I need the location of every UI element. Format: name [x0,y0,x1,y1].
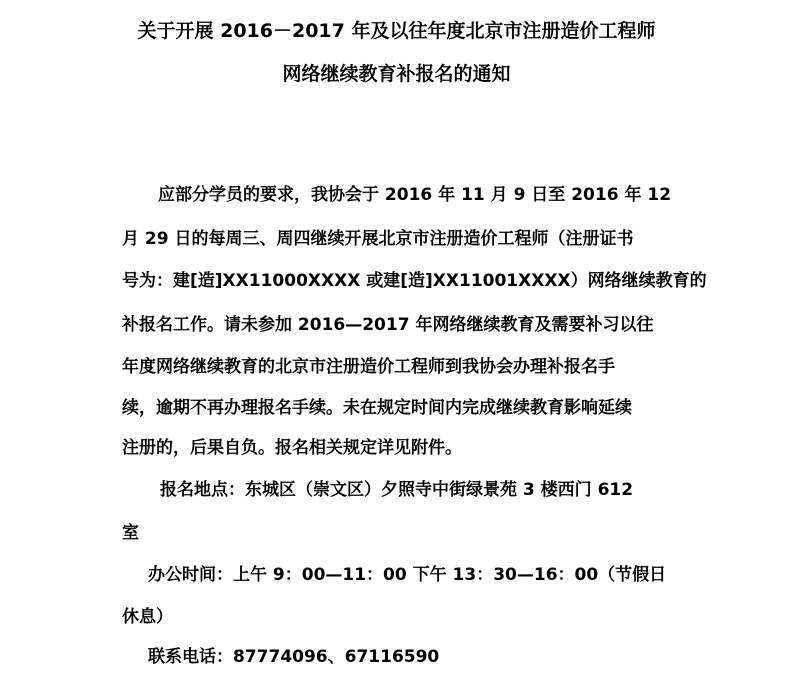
body-paragraph-line: 续，逾期不再办理报名手续。未在规定时间内完成继续教育影响延续 [122,398,632,418]
body-paragraph-line: 月 29 日的每周三、周四继续开展北京市注册造价工程师（注册证书 [122,229,634,249]
office-hours-continued: 休息） [122,607,173,627]
contact-phone: 联系电话：87774096、67116590 [148,647,440,667]
body-paragraph-line: 注册的，后果自负。报名相关规定详见附件。 [122,438,462,458]
notice-title-line-1: 关于开展 2016－2017 年及以往年度北京市注册造价工程师 [137,20,656,42]
registration-location: 报名地点：东城区（崇文区）夕照寺中街绿景苑 3 楼西门 612 [160,480,634,500]
notice-title-line-2: 网络继续教育补报名的通知 [282,63,511,85]
body-paragraph-line: 应部分学员的要求，我协会于 2016 年 11 月 9 日至 2016 年 12 [158,185,672,205]
body-paragraph-line: 补报名工作。请未参加 2016—2017 年网络继续教育及需要补习以往 [122,315,654,335]
registration-location-continued: 室 [122,523,139,543]
office-hours: 办公时间：上午 9：00—11：00 下午 13：30—16：00（节假日 [148,565,667,585]
body-paragraph-line: 年度网络继续教育的北京市注册造价工程师到我协会办理补报名手 [122,357,615,377]
body-paragraph-line: 号为：建[造]XX11000XXXX 或建[造]XX11001XXXX）网络继续教育的 [122,271,707,291]
